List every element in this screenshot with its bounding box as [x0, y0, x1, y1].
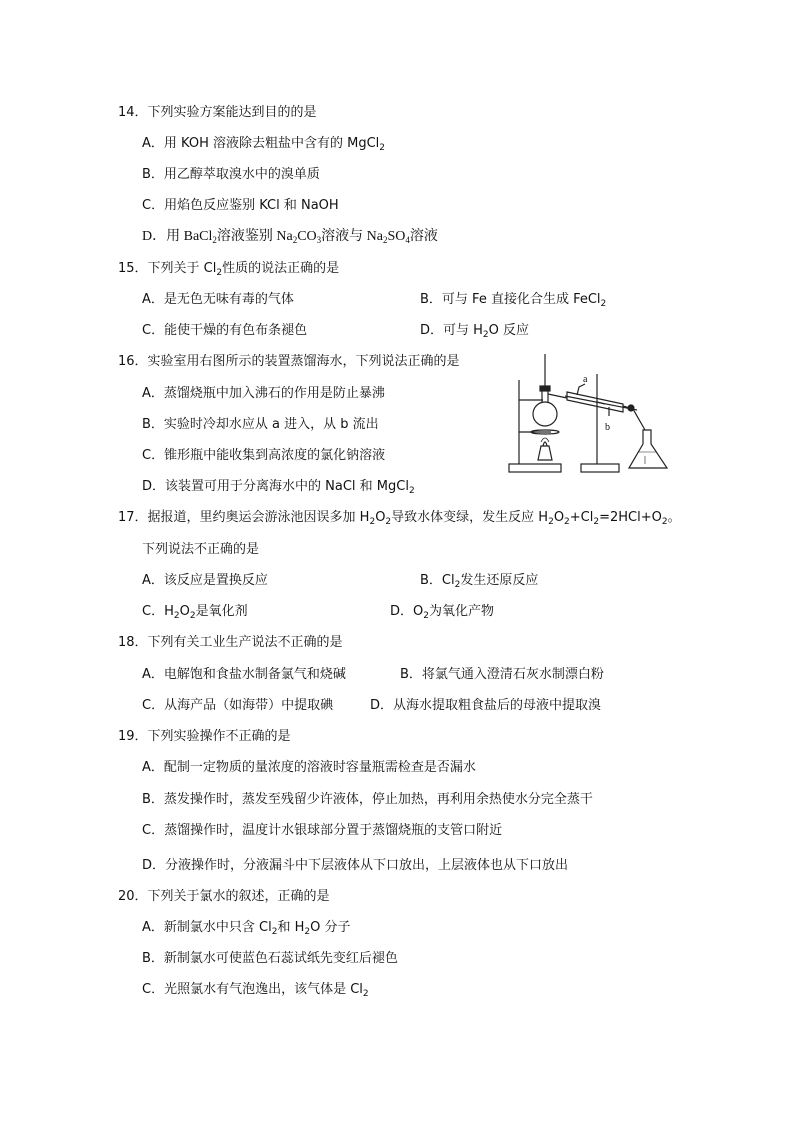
q20-option-c: C．光照氯水有气泡逸出，该气体是 $Cl_2$ [142, 982, 369, 999]
q16-option-d: D．该装置可用于分离海水中的 NaCl 和 MgCl$_2$ [142, 479, 415, 496]
q17-stem-continued: 下列说法不正确的是 [142, 542, 260, 557]
q14-option-b: B．用乙醇萃取溴水中的溴单质 [142, 167, 320, 182]
q18-option-a: A．电解饱和食盐水制备氯气和烧碱 [142, 667, 346, 682]
q16-option-a: A．蒸馏烧瓶中加入沸石的作用是防止暴沸 [142, 386, 385, 401]
q18-option-c: C．从海产品（如海带）中提取碘 [142, 698, 334, 713]
q17-stem: 17．据报道，里约奥运会游泳池因误多加 $H_2O_2$导致水体变绿，发生反应 $H_2O_2+Cl_2=2HCl+O_2$。 [118, 510, 681, 527]
q15-option-b: B．可与 Fe 直接化合生成 FeCl$_2$ [420, 292, 607, 309]
q18-option-b: B．将氯气通入澄清石灰水制漂白粉 [400, 667, 604, 682]
q15-stem: 15．下列关于 $Cl_2$性质的说法正确的是 [118, 261, 340, 278]
q18-option-d: D．从海水提取粗食盐后的母液中提取溴 [370, 698, 602, 713]
q20-option-a: A．新制氯水中只含 $Cl_2$和 $H_2O$ 分子 [142, 920, 351, 937]
q20-option-b: B．新制氯水可使蓝色石蕊试纸先变红后褪色 [142, 951, 398, 966]
q17-option-d: D．$O_2$为氧化产物 [390, 604, 494, 621]
figure-label-a: a [583, 374, 588, 385]
q14-stem: 14．下列实验方案能达到目的的是 [118, 105, 317, 120]
q17-option-a: A．该反应是置换反应 [142, 573, 268, 588]
q16-stem: 16．实验室用右图所示的装置蒸馏海水，下列说法正确的是 [118, 354, 460, 369]
figure-label-b: b [605, 422, 610, 433]
q19-option-a: A．配制一定物质的量浓度的溶液时容量瓶需检查是否漏水 [142, 760, 476, 775]
q15-option-d: D．可与 $H_2O$ 反应 [420, 323, 530, 340]
q19-option-b: B．蒸发操作时，蒸发至残留少许液体，停止加热，再利用余热使水分完全蒸干 [142, 792, 593, 807]
q14-option-d: D．用 BaCl$_2$溶液鉴别 $Na_2CO_3$溶液与 $Na_2SO_4$溶液 [142, 229, 438, 245]
q14-option-c: C．用焰色反应鉴别 KCl 和 NaOH [142, 198, 339, 213]
q14-option-a: A．用 KOH 溶液除去粗盐中含有的 MgCl$_2$ [142, 136, 386, 153]
q19-option-c: C．蒸馏操作时，温度计水银球部分置于蒸馏烧瓶的支管口附近 [142, 823, 503, 838]
q17-option-c: C．$H_2O_2$是氧化剂 [142, 604, 248, 621]
q18-stem: 18．下列有关工业生产说法不正确的是 [118, 635, 343, 650]
q20-stem: 20．下列关于氯水的叙述，正确的是 [118, 889, 330, 904]
q17-option-b: B．$Cl_2$发生还原反应 [420, 573, 539, 590]
distillation-apparatus-figure [505, 352, 675, 477]
q19-option-d: D．分液操作时，分液漏斗中下层液体从下口放出，上层液体也从下口放出 [142, 858, 569, 873]
q16-option-c: C．锥形瓶中能收集到高浓度的氯化钠溶液 [142, 448, 386, 463]
q15-option-c: C．能使干燥的有色布条褪色 [142, 323, 308, 338]
q15-option-a: A．是无色无味有毒的气体 [142, 292, 294, 307]
q19-stem: 19．下列实验操作不正确的是 [118, 729, 291, 744]
q16-option-b: B．实验时冷却水应从 a 进入，从 b 流出 [142, 417, 379, 432]
